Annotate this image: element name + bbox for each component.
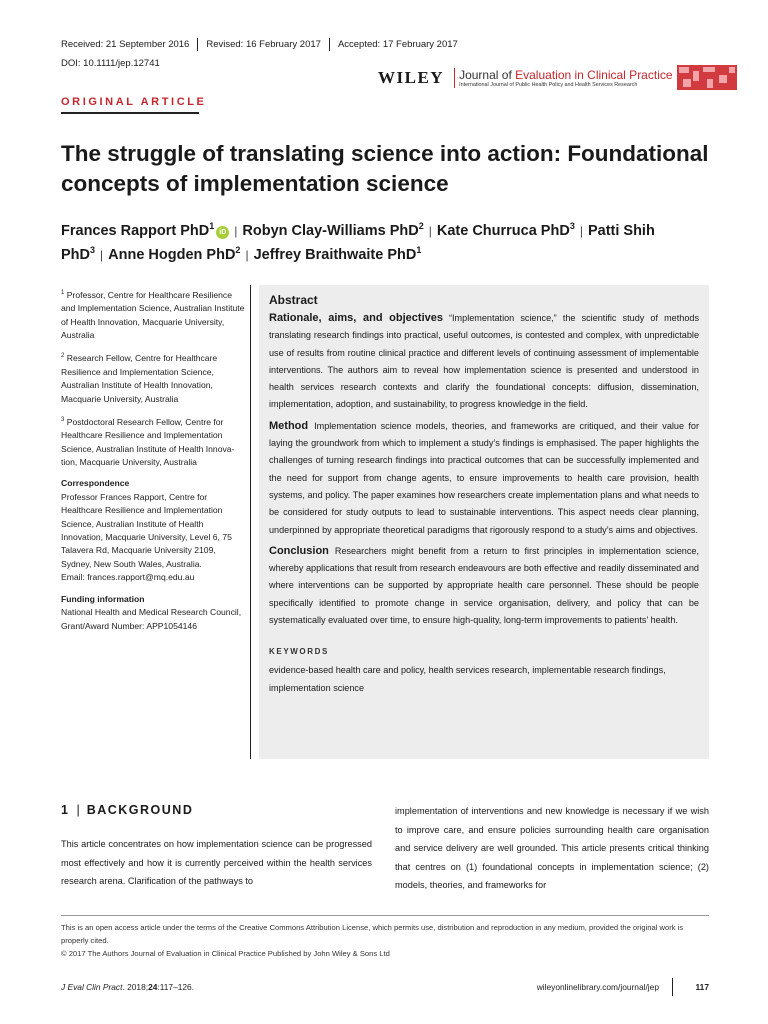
date-separator bbox=[197, 38, 198, 51]
journal-pattern-icon bbox=[677, 65, 737, 90]
doi: DOI: 10.1111/jep.12741 bbox=[61, 58, 160, 69]
affiliation: $^1$ Professor, Centre for Healthcare Resilience and Implementation Science, Australian Institute of Health Innovation, Macquarie University, Australia bbox=[61, 289, 245, 341]
abstract-section: Rationale, aims, and objectives “Implementation science,” the scientific study of methods translating research findings into practical, useful outcomes, is contested and complex, with unpredictable use of results from routine clinical practice and different levels of continuing assessment of implementable interventions. The authors aim to reveal how implementation science is presented and understood in health services research contexts and clarify the foundational concepts: diffusion, dissemination, implementation, adoption, and sustainability, to progress knowledge in the field. bbox=[269, 312, 699, 410]
journal-name: Journal of Evaluation in Clinical Practice bbox=[459, 67, 673, 82]
body-text-left: This article concentrates on how implementation science can be progressed most effectively and how it is currently perceived within the health services research arena. Clarification of the pathways to bbox=[61, 839, 372, 887]
abstract-section: Conclusion Researchers might benefit from a return to first principles in implementation science, whereby applications that result from research endeavours are both effective and readily disseminated and where interventions can be supported by appropriate health care personnel. These should be people specifically identified to promote change in service organisation, delivery, and policy that can be systematically evaluated over time, to ensure high-quality, long-term improvements to patients’ health. bbox=[269, 544, 699, 626]
abstract-heading: Abstract bbox=[269, 293, 318, 307]
body-text-right: implementation of interventions and new knowledge is necessary if we wish to improve care, and ensure policies surrounding health care organisation and service delivery are well grounded. This article presents critical thinking that centres on (1) foundational concepts in implementation science; (2) models, theories, and frameworks for bbox=[395, 806, 709, 891]
abstract-section: Method Implementation science models, theories, and frameworks are critiqued, and their value for laying the groundwork from which to implement a study’s findings is emphasised. The paper highlights the challenges of turning research findings into practical outcomes that can be successfully implemented and the need for support from change agents, to ensure improvements to health care provision, health systems, and policy. The paper examines how researchers create implementation plans and what needs to be considered for study outputs to lead to sustainable interventions. This aspect needs clear planning, underpinned by appropriate theoretical paradigms that rigorously respond to a study’s aims and objectives. bbox=[269, 419, 699, 535]
article-type-rule bbox=[61, 112, 199, 114]
keywords: evidence-based health care and policy, health services research, implementable research findings, implementation science bbox=[269, 665, 666, 693]
orcid-icon[interactable]: iD bbox=[216, 226, 229, 239]
affiliation: $^2$ Research Fellow, Centre for Healthcare Resilience and Implementation Science, Australian Institute of Health Innovation, Macquarie University, Australia bbox=[61, 353, 218, 404]
accepted-date: Accepted: 17 February 2017 bbox=[337, 39, 458, 50]
journal-website-link[interactable]: wileyonlinelibrary.com/journal/jep bbox=[536, 982, 659, 992]
column-divider bbox=[250, 285, 251, 759]
correspondence: Correspondence Professor Frances Rapport, Centre for Healthcare Resilience and Implementation Science, Australian Institute of Health Innovation, Macquarie University, Level 6, 75 Talavera Rd, Macquarie University 2109, Sydney, New South Wales, Australia. Email: frances.rapport@mq.edu.au bbox=[61, 478, 232, 583]
author-list: Frances Rapport PhD$^1$iD | Robyn Clay-Williams PhD$^2$ | Kate Churruca PhD$^3$ | Patti Shih PhD$^3$ | Anne Hogden PhD$^2$ | Jeffrey Braithwaite PhD$^1$ bbox=[61, 221, 655, 263]
publisher-banner bbox=[378, 65, 737, 90]
author[interactable]: Kate Churruca PhD$^3$ bbox=[436, 221, 575, 239]
citation: J Eval Clin Pract. 2018;24:117–126. bbox=[61, 982, 195, 992]
affiliations-column bbox=[61, 287, 247, 641]
author[interactable]: Frances Rapport PhD$^1$ bbox=[61, 221, 215, 239]
page-number: 117 bbox=[695, 982, 709, 992]
wiley-logo: WILEY bbox=[378, 67, 445, 87]
copyright-text: © 2017 The Authors Journal of Evaluation in Clinical Practice Published by John Wiley & Sons Ltd bbox=[61, 949, 390, 958]
journal-logo bbox=[454, 68, 672, 88]
received-date: Received: 21 September 2016 bbox=[61, 39, 190, 50]
author[interactable]: Robyn Clay-Williams PhD$^2$ bbox=[242, 221, 424, 239]
author[interactable]: Patti Shih PhD$^3$ bbox=[61, 223, 655, 263]
date-separator bbox=[329, 38, 330, 51]
author[interactable]: Jeffrey Braithwaite PhD$^1$ bbox=[253, 245, 422, 263]
license-footnote bbox=[61, 921, 711, 960]
author[interactable]: Anne Hogden PhD$^2$ bbox=[108, 245, 241, 263]
keywords-heading: KEYWORDS bbox=[269, 647, 329, 657]
article-dates bbox=[61, 38, 458, 51]
license-text: This is an open access article under the terms of the Creative Commons Attribution License, which permits use, distribution and reproduction in any medium, provided the original work is properly cited. bbox=[61, 923, 684, 945]
journal-subtitle: International Journal of Public Health Policy and Health Services Research bbox=[459, 81, 638, 88]
email-link[interactable]: Email: frances.rapport@mq.edu.au bbox=[61, 572, 195, 583]
footer-separator bbox=[672, 978, 673, 996]
article-type: ORIGINAL ARTICLE bbox=[61, 96, 207, 108]
footnote-rule bbox=[61, 915, 709, 916]
affiliation: $^3$ Postdoctoral Research Fellow, Centre for Healthcare Resilience and Implementation Science, Australian Institute of Health Innovation, Macquarie University, Australia bbox=[61, 416, 235, 468]
abstract-box bbox=[259, 285, 709, 759]
funding: Funding information National Health and Medical Research Council, Grant/Award Number: APP1054146 bbox=[61, 593, 242, 631]
section-heading: 1 | BACKGROUND bbox=[61, 803, 194, 817]
article-title: The struggle of translating science into action: Foundational concepts of implementation science bbox=[61, 141, 709, 196]
revised-date: Revised: 16 February 2017 bbox=[206, 39, 321, 50]
